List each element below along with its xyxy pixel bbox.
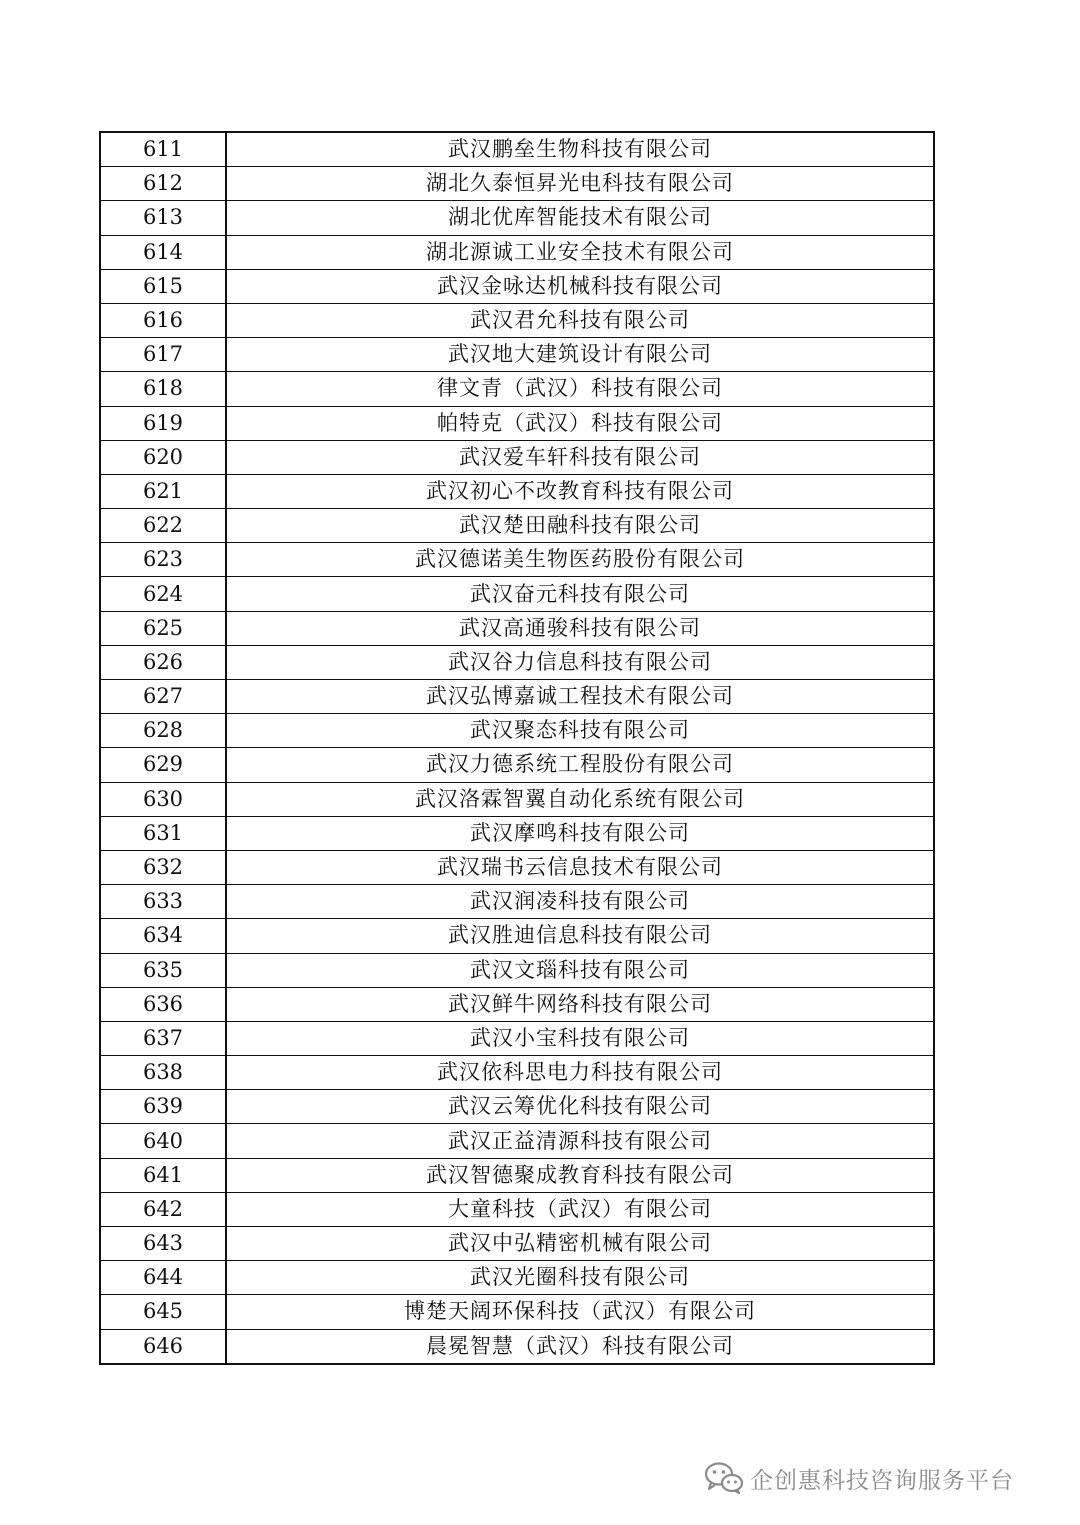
company-name: 武汉金咏达机械科技有限公司 [226,269,934,303]
row-number: 628 [100,714,226,748]
table-row [100,885,934,919]
table-row [100,1158,934,1192]
table-row [100,543,934,577]
row-number: 630 [100,782,226,816]
row-number: 615 [100,269,226,303]
company-name: 武汉云筹优化科技有限公司 [226,1090,934,1124]
row-number: 626 [100,645,226,679]
table-row [100,235,934,269]
row-number: 631 [100,816,226,850]
company-name: 武汉正益清源科技有限公司 [226,1124,934,1158]
table-row [100,611,934,645]
company-name: 武汉胜迪信息科技有限公司 [226,919,934,953]
table-row [100,1124,934,1158]
table-row [100,953,934,987]
company-name: 武汉小宝科技有限公司 [226,1021,934,1055]
table-row [100,816,934,850]
company-name: 武汉爱车轩科技有限公司 [226,440,934,474]
table-row [100,201,934,235]
row-number: 641 [100,1158,226,1192]
watermark [704,1458,1054,1498]
table-row [100,440,934,474]
company-name: 武汉初心不改教育科技有限公司 [226,474,934,508]
company-name: 帕特克（武汉）科技有限公司 [226,406,934,440]
row-number: 617 [100,338,226,372]
table-row [100,509,934,543]
row-number: 620 [100,440,226,474]
company-name: 武汉智德聚成教育科技有限公司 [226,1158,934,1192]
company-name: 武汉中弘精密机械有限公司 [226,1227,934,1261]
row-number: 618 [100,372,226,406]
row-number: 636 [100,987,226,1021]
row-number: 611 [100,132,226,167]
company-name: 武汉瑞书云信息技术有限公司 [226,850,934,884]
table-row [100,782,934,816]
table-row [100,132,934,167]
row-number: 629 [100,748,226,782]
company-name: 大童科技（武汉）有限公司 [226,1192,934,1226]
table-row [100,303,934,337]
company-name: 武汉德诺美生物医药股份有限公司 [226,543,934,577]
row-number: 612 [100,167,226,201]
table-row [100,1261,934,1295]
wechat-icon [704,1461,744,1495]
watermark-text: 企创惠科技咨询服务平台 [750,1467,1014,1494]
table-row [100,1295,934,1329]
row-number: 643 [100,1227,226,1261]
company-name: 武汉文瑙科技有限公司 [226,953,934,987]
company-name: 武汉弘博嘉诚工程技术有限公司 [226,680,934,714]
company-name: 武汉鲜牛网络科技有限公司 [226,987,934,1021]
table-row [100,1056,934,1090]
company-list-body [100,132,934,1364]
company-name: 武汉光圈科技有限公司 [226,1261,934,1295]
company-name: 武汉谷力信息科技有限公司 [226,645,934,679]
row-number: 642 [100,1192,226,1226]
row-number: 622 [100,509,226,543]
table-row [100,167,934,201]
company-name: 湖北源诚工业安全技术有限公司 [226,235,934,269]
company-name: 武汉摩鸣科技有限公司 [226,816,934,850]
row-number: 616 [100,303,226,337]
table-row [100,406,934,440]
table-row [100,919,934,953]
row-number: 640 [100,1124,226,1158]
company-name: 武汉奋元科技有限公司 [226,577,934,611]
company-name: 武汉地大建筑设计有限公司 [226,338,934,372]
company-list-table [99,131,935,1365]
company-name: 武汉力德系统工程股份有限公司 [226,748,934,782]
row-number: 613 [100,201,226,235]
table-row [100,1227,934,1261]
table-row [100,714,934,748]
row-number: 634 [100,919,226,953]
row-number: 646 [100,1329,226,1364]
table-row [100,680,934,714]
company-name: 湖北久泰恒昇光电科技有限公司 [226,167,934,201]
company-name: 武汉聚态科技有限公司 [226,714,934,748]
row-number: 637 [100,1021,226,1055]
row-number: 632 [100,850,226,884]
company-name: 武汉依科思电力科技有限公司 [226,1056,934,1090]
table-row [100,269,934,303]
company-name: 武汉润凌科技有限公司 [226,885,934,919]
row-number: 638 [100,1056,226,1090]
row-number: 624 [100,577,226,611]
company-name: 博楚天阔环保科技（武汉）有限公司 [226,1295,934,1329]
company-name: 武汉鹏垒生物科技有限公司 [226,132,934,167]
table-row [100,1329,934,1364]
company-name: 武汉楚田融科技有限公司 [226,509,934,543]
company-name: 晨冕智慧（武汉）科技有限公司 [226,1329,934,1364]
table-row [100,1192,934,1226]
row-number: 627 [100,680,226,714]
company-name: 武汉高通骏科技有限公司 [226,611,934,645]
row-number: 619 [100,406,226,440]
company-name: 武汉洛霖智翼自动化系统有限公司 [226,782,934,816]
row-number: 623 [100,543,226,577]
table-row [100,645,934,679]
row-number: 645 [100,1295,226,1329]
table-row [100,372,934,406]
company-name: 湖北优库智能技术有限公司 [226,201,934,235]
company-name: 武汉君允科技有限公司 [226,303,934,337]
row-number: 614 [100,235,226,269]
row-number: 635 [100,953,226,987]
table-row [100,748,934,782]
row-number: 625 [100,611,226,645]
company-name: 律文青（武汉）科技有限公司 [226,372,934,406]
row-number: 633 [100,885,226,919]
table-row [100,577,934,611]
table-row [100,1090,934,1124]
row-number: 644 [100,1261,226,1295]
table-row [100,987,934,1021]
table-row [100,338,934,372]
table-row [100,474,934,508]
table-row [100,850,934,884]
row-number: 639 [100,1090,226,1124]
table-row [100,1021,934,1055]
row-number: 621 [100,474,226,508]
